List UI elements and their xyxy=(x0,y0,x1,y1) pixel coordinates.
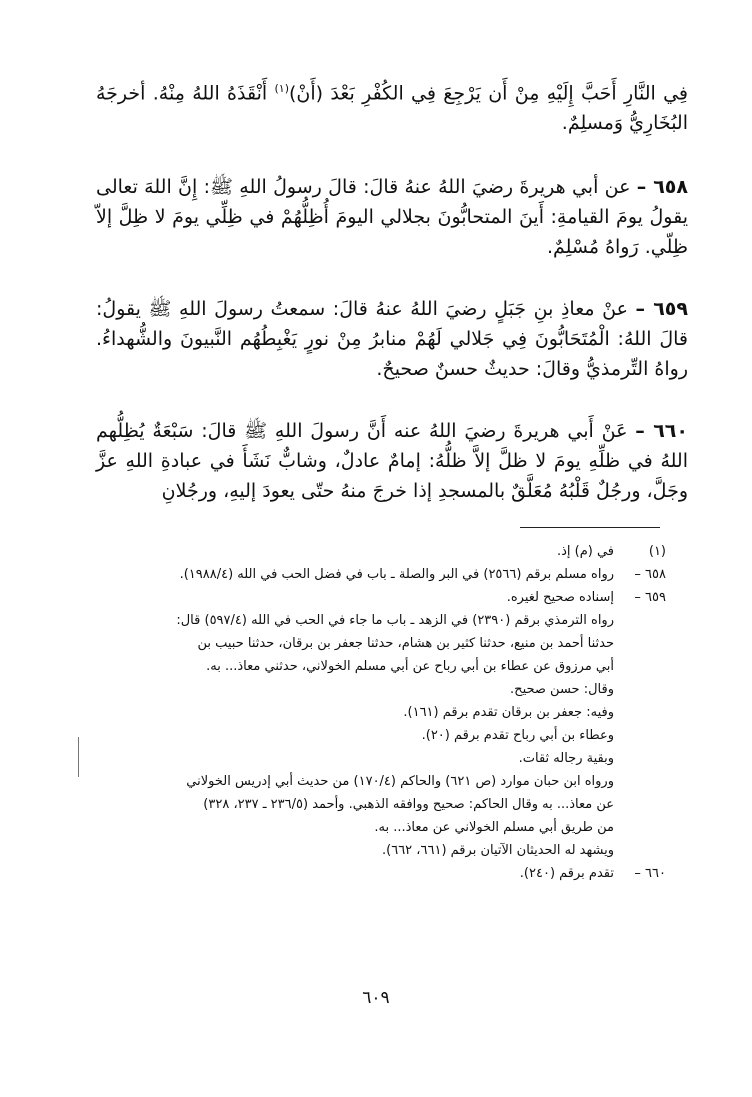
footnote-text: رواه مسلم برقم (٢٥٦٦) في البر والصلة ـ باب في فضل الحب في الله (١٩٨٨/٤). xyxy=(179,567,614,582)
footnote-line: وبقية رجاله ثقات. xyxy=(518,751,614,766)
footnote-number: ٦٥٩ – xyxy=(634,590,666,605)
footnote-number: ٦٥٨ – xyxy=(634,567,666,582)
footnote-separator xyxy=(520,527,660,528)
hadith-number: ٦٥٨ – xyxy=(636,176,688,199)
footnote-line: وفيه: جعفر بن برقان تقدم برقم (١٦١). xyxy=(403,705,614,720)
footnote-line: رواه الترمذي برقم (٢٣٩٠) في الزهد ـ باب ما جاء في الحب في الله (٥٩٧/٤) قال: xyxy=(176,613,614,628)
footnote-text: إسناده صحيح لغيره. xyxy=(506,590,614,605)
footnotes xyxy=(86,540,666,885)
hadith-660 xyxy=(96,416,688,506)
paragraph-text: فِي النَّارِ أَحَبَّ إِلَيْهِ مِنْ أَن يَرْجِعَ فِي الكُفْرِ بَعْدَ (أَنْ) xyxy=(288,82,688,105)
footnote-line: عن معاذ... به وقال الحاكم: صحيح ووافقه الذهبي. وأحمد (٢٣٦/٥ ـ ٢٣٧، ٣٢٨) xyxy=(203,797,614,812)
hadith-text xyxy=(96,74,688,538)
footnote-line: ورواه ابن حبان موارد (ص ٦٢١) والحاكم (١٧٠/٤) من حديث أبي إدريس الخولاني xyxy=(186,774,614,789)
footnote-line: وعطاء بن أبي رباح تقدم برقم (٢٠). xyxy=(421,728,614,743)
hadith-text-body: عَنْ أَبي هريرةَ رضيَ اللهُ عنه أَنَّ رسولَ اللهِ ﷺ قالَ: سَبْعَةٌ يُظِلُّهم اللهُ في ظلِّهِ يومَ لا ظلَّ إلاَّ ظلُّهُ: إمامٌ عادلٌ، وشابٌّ نَشَأَ في عبادةِ اللهِ عزَّ وجَلَّ، ورجُلٌ قَلْبُهُ مُعَلَّقٌ بالمسجدِ إذا خرجَ منهُ حتّى يعودَ إليهِ، ورجُلانِ xyxy=(96,420,688,503)
footnote-659 xyxy=(86,586,666,609)
footnote-line: أبي مرزوق عن عطاء بن أبي رباح عن أبي مسلم الخولاني، حدثني معاذ... به. xyxy=(206,659,614,674)
footnote-658 xyxy=(86,563,666,586)
footnote-text: تقدم برقم (٢٤٠). xyxy=(519,866,614,881)
hadith-number: ٦٦٠ – xyxy=(635,420,688,443)
margin-mark xyxy=(78,737,79,777)
footnote-659-continuation xyxy=(86,609,614,862)
footnote-1 xyxy=(86,540,666,563)
footnote-reference: (١) xyxy=(274,82,289,95)
footnote-660 xyxy=(86,862,666,885)
hadith-text-body: عن أبي هريرةَ رضيَ اللهُ عنهُ قالَ: قالَ رسولُ اللهِ ﷺ: إِنَّ اللهَ تعالى يقولُ يومَ القيامةِ: أَينَ المتحابُّونَ بجلالي اليومَ أُظِلُّهُمْ في ظِلِّي يومَ لا ظِلَّ إلاّ ظِلّي. رَواهُ مُسْلِمٌ. xyxy=(96,176,688,259)
paragraph-continuation xyxy=(96,74,688,138)
footnote-text: في (م) إذ. xyxy=(556,544,614,559)
paragraph-text-end: أَنْقَذَهُ اللهُ مِنْهُ. أخرجَهُ البُخَارِيُّ وَمسلِمٌ. xyxy=(96,82,688,135)
footnote-number: (١) xyxy=(648,544,666,559)
hadith-text-body: عنْ معاذِ بنِ جَبَلٍ رضيَ اللهُ عنهُ قالَ: سمعتُ رسولَ اللهِ ﷺ يقولُ: قالَ اللهُ: الْمُتَحَابُّونَ فِي جَلالي لَهُمْ منابرُ مِنْ نورٍ يَغْبِطُهُم النَّبيونَ والشُّهداءُ. رواهُ التِّرمذيُّ وقالَ: حديثٌ حسنٌ صحيحٌ. xyxy=(96,298,688,381)
footnote-line: حدثنا أحمد بن منيع، حدثنا كثير بن هشام، حدثنا جعفر بن برقان، حدثنا حبيب بن xyxy=(197,636,614,651)
hadith-number: ٦٥٩ – xyxy=(635,298,688,321)
footnote-line: من طريق أبي مسلم الخولاني عن معاذ... به. xyxy=(374,820,614,835)
footnote-number: ٦٦٠ – xyxy=(634,866,666,881)
footnote-line: ويشهد له الحديثان الآتيان برقم (٦٦١، ٦٦٢). xyxy=(382,843,614,858)
hadith-658 xyxy=(96,172,688,262)
footnote-line: وقال: حسن صحيح. xyxy=(510,682,614,697)
page-number: ٦٠٩ xyxy=(362,988,390,1008)
hadith-659 xyxy=(96,294,688,384)
